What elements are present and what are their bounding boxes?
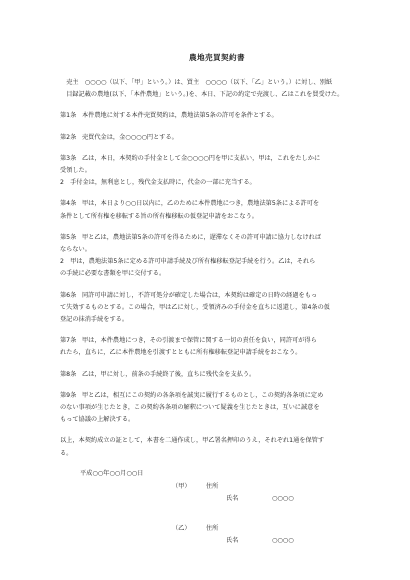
party-b-address-label: 住所 (206, 524, 219, 532)
article-3 (60, 153, 374, 190)
article-8 (60, 369, 374, 381)
preamble-line: 売主 ○○○○（以下、「甲」という。）は、買主 ○○○○（以下、「乙」という。）に対し、別紙 (66, 79, 333, 86)
article-2 (60, 132, 374, 144)
article-label: 第4条 (60, 200, 77, 208)
article-text: て失効するものとする。この場合，甲は乙に対し，受領済みの手付金を直ちに返還し，第4条の仮 (60, 303, 330, 311)
article-text: 売買代金は，金○○○○円とする。 (82, 133, 178, 141)
article-text: 同許可申請に対し，不許可処分が確定した場合は，本契約は確定の日時の経過をもっ (82, 291, 318, 299)
closing-line: る。 (60, 449, 73, 457)
closing-statement (60, 435, 374, 459)
party-a-block (172, 481, 374, 505)
party-a-address-label: 住所 (206, 482, 219, 490)
article-label: 第1条 (60, 112, 77, 120)
preamble-line: 目録記載の農地(以下、「本件農地」という。)を、本日、下記の約定で売渡し、乙はこれを買受けた。 (66, 91, 344, 99)
article-label: 第8条 (60, 370, 77, 378)
party-b-block (172, 523, 374, 547)
article-text: 本件農地に対する本件売買契約は，農地法第5条の許可を条件とする。 (82, 112, 278, 120)
article-label: 第2条 (60, 133, 77, 141)
article-label: 第6条 (60, 291, 77, 299)
document-title: 農地売買契約書 (189, 53, 245, 62)
article-text: もって協議の上解決する。 (60, 416, 135, 424)
party-b-name-label: 氏名 (226, 536, 239, 544)
article-text: 甲と乙は，相互にこの契約の各条項を誠実に履行するものとし，この契約各条項に定め (82, 391, 324, 399)
article-text: 条件として所有権を移転する旨の所有権移転の仮登記申請をおこなう。 (60, 212, 258, 220)
article-7 (60, 335, 374, 359)
article-text: 乙は，本日，本契約の手付金として金○○○○円を甲に支払い，甲は，これをたしかに (82, 154, 321, 162)
party-a-role: （甲） (172, 482, 191, 490)
article-label: 第7条 (60, 337, 77, 345)
article-text: 甲は，本日より○○日以内に，乙のために本件農地につき，農地法第5条による許可を (82, 200, 320, 208)
article-text: 登記の抹消手続をする。 (60, 316, 129, 324)
party-a-name-label: 氏名 (226, 494, 239, 502)
article-label: 第3条 (60, 154, 77, 162)
contract-date: 平成○○年○○月○○日 (80, 469, 144, 477)
article-1 (60, 110, 374, 122)
article-text: の手続に必要な書類を甲に交付する。 (60, 270, 166, 278)
closing-line: 以上，本契約成立の証として，本書を二通作成し，甲乙署名押印のうえ，それぞれ1通を保管す (60, 437, 325, 445)
party-a-name: ○○○○ (272, 494, 294, 502)
article-text: 乙は，甲に対し，前条の手続終了後，直ちに残代金を支払う。 (82, 370, 256, 378)
article-6 (60, 290, 374, 327)
party-b-name: ○○○○ (272, 536, 294, 544)
preamble (60, 77, 374, 101)
article-clause-2: 2 手付金は，無利息とし，残代金支払時に，代金の一部に充当する。 (60, 179, 256, 187)
article-text: 甲は，本件農地につき，その引渡まで保管に関する一切の責任を負い，同許可が得ら (82, 337, 317, 345)
article-text: ならない。 (60, 246, 91, 254)
article-text: のない事項が生じたとき，この契約各条項の解釈について疑義を生じたときは，互いに誠意を (60, 404, 320, 412)
article-clause-2: 2 甲は，農地法第5条に定める許可申請手続及び所有権移転登記手続を行う。乙は，それら (60, 258, 316, 266)
article-text: 甲と乙は，農地法第5条の許可を得るために，遅滞なくその許可申請に協力しなければ (82, 233, 322, 241)
article-4 (60, 198, 374, 222)
article-text: れたら，直ちに，乙に本件農地を引渡すとともに所有権移転登記申請手続をおこなう。 (60, 349, 302, 357)
article-9 (60, 390, 374, 427)
article-label: 第5条 (60, 233, 77, 241)
article-text: 受領した。 (60, 167, 91, 175)
party-b-role: （乙） (172, 524, 191, 532)
article-label: 第9条 (60, 391, 77, 399)
article-5 (60, 232, 374, 281)
